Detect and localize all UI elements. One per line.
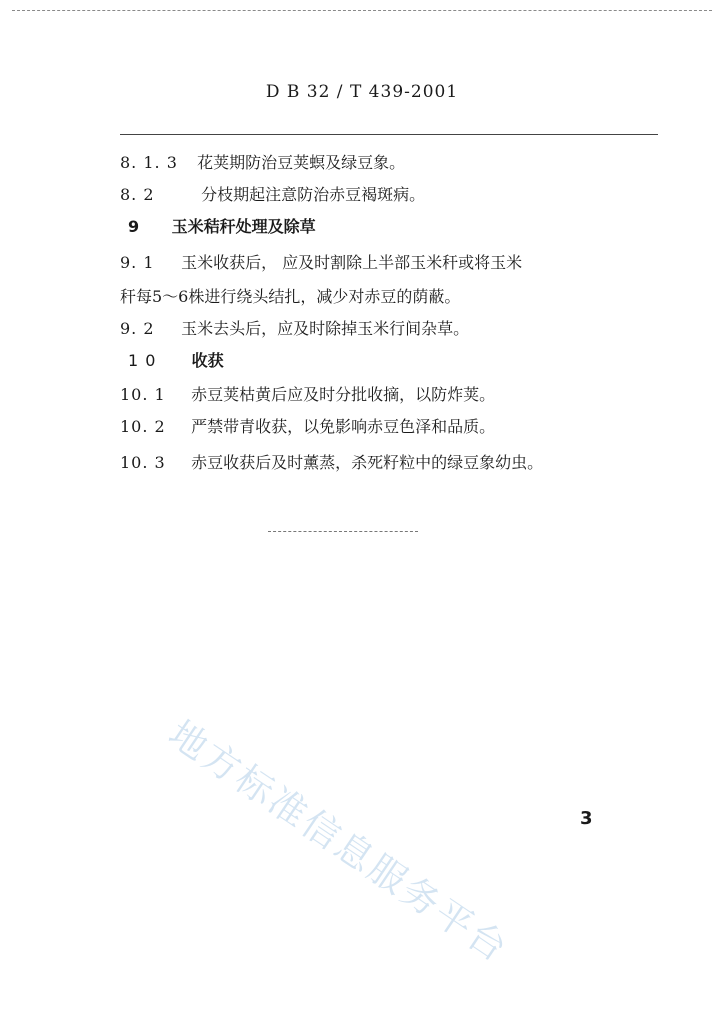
clause-number: 10. 2 xyxy=(120,417,166,436)
clause-number: 10. 3 xyxy=(120,453,166,472)
clause-text: 玉米收获后， 应及时割除上半部玉米秆或将玉米 xyxy=(181,253,523,272)
clause-text: 严禁带青收获，以免影响赤豆色泽和品质。 xyxy=(191,417,496,436)
clause-text: 分枝期起注意防治赤豆褐斑病。 xyxy=(201,185,426,204)
clause-number: 8. 2 xyxy=(120,185,155,204)
clause-text: 赤豆收获后及时薰蒸，杀死籽粒中的绿豆象幼虫。 xyxy=(191,453,544,472)
watermark: 地方标准信息服务平台 xyxy=(161,712,517,972)
header-rule xyxy=(120,134,658,135)
clause-number: 10. 1 xyxy=(120,385,166,404)
section-number: 9 xyxy=(128,217,141,236)
section-title: 玉米秸秆处理及除草 xyxy=(171,217,316,236)
clause-10-1 xyxy=(120,382,495,405)
document-code-header: D B 32 / T 439-2001 xyxy=(265,82,459,102)
clause-10-3 xyxy=(120,450,543,473)
section-9-heading xyxy=(128,214,316,237)
clause-number: 9. 1 xyxy=(120,253,155,272)
section-10-heading xyxy=(128,348,224,371)
clause-8-1-3 xyxy=(120,150,405,173)
clause-text: 花荚期防治豆荚螟及绿豆象。 xyxy=(197,153,406,172)
clause-10-2 xyxy=(120,414,495,437)
clause-8-2 xyxy=(120,182,425,205)
top-scan-rule xyxy=(12,10,712,11)
page-number: 3 xyxy=(580,808,593,829)
section-title: 收获 xyxy=(191,351,224,370)
clause-9-1 xyxy=(120,250,522,273)
clause-text: 玉米去头后，应及时除掉玉米行间杂草。 xyxy=(181,319,470,338)
end-of-text-rule xyxy=(268,531,418,532)
clause-text: 赤豆荚枯黄后应及时分批收摘，以防炸荚。 xyxy=(191,385,496,404)
clause-9-2 xyxy=(120,316,469,339)
clause-number: 8. 1. 3 xyxy=(120,153,178,172)
clause-number: 9. 2 xyxy=(120,319,155,338)
clause-text: 秆每5～6株进行绕头结扎，减少对赤豆的荫蔽。 xyxy=(120,287,461,306)
section-number: 1 0 xyxy=(128,351,157,370)
clause-9-1-continued xyxy=(120,284,460,307)
